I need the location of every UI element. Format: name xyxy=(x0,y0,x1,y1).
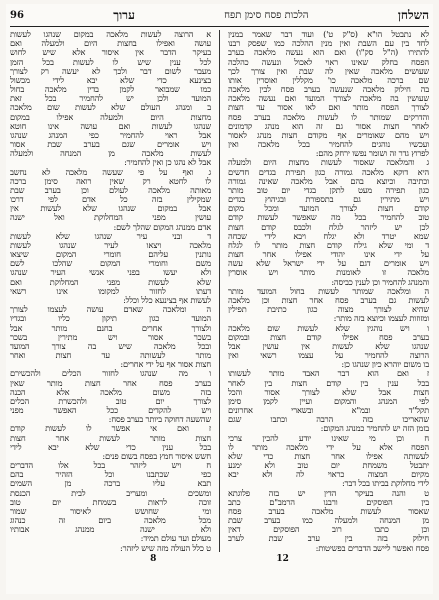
text-line: שלא לעשות מפני המחלוקת ואם xyxy=(10,277,211,286)
text-line: טוב להחמיר בכל מה שאפשר לעשות קודם xyxy=(228,213,429,222)
text-line: שאסור לעשות מלאכה בערב פסח xyxy=(228,506,429,516)
text-line: אבל ראוי להחמיר כפי המנהג שנהגו xyxy=(10,130,211,140)
text-line: ט כלל העולה מזה שיש ליזהר: xyxy=(119,543,211,552)
running-title-left: השלחן xyxy=(397,7,429,22)
text-line: לעשות מלאכה מן המנחה ולמעלה xyxy=(10,149,211,158)
signature-mark-right: 12 xyxy=(276,554,289,564)
page-number: 96 xyxy=(10,9,24,21)
text-line: ה ומלאכה שמותר לעשות בחול המועד מותר xyxy=(228,286,429,295)
text-line: לא נתבטל הו"א (ס"ק ט') ועוד דבר שאמר במנין xyxy=(228,30,429,39)
text-line: המועד ולכן יש להחמיר בכל זאת xyxy=(10,94,211,103)
text-line: לכל ענין שיש לו לעשות בכל הזמן xyxy=(10,57,211,66)
text-line: קודם חצות לצורך המועד ומכל מקום xyxy=(228,204,429,213)
text-line: המועד כגון תיקון כליו ובגדיו xyxy=(10,314,211,323)
text-line: ויש מתירין גם בתספורת ובגיהוץ בגדים xyxy=(228,195,429,204)
text-line: ולא יעשו בפני אנשי העיר שנהגו xyxy=(10,268,211,277)
text-line: ויש אומרים שגם בערב שבת אסור xyxy=(10,140,211,149)
text-line: נותנין עליהם חומרי המקום שיצאו xyxy=(10,250,211,259)
text-line: שהיא לצורך מצוה כגון כתיבת תפילין xyxy=(228,305,429,314)
text-line: מאותה מלאכה לעולם וכן בערב שבת xyxy=(10,185,211,195)
text-line: וכתיבה וכיוצא בהם אבל מלאכה שאינה גמורה xyxy=(228,176,429,185)
text-line: חשש איסור חמץ בפסח בשום פנים: xyxy=(102,451,211,461)
text-line: שעושין בה מלאכה לצורך המועד ואם נעשה מלאכה xyxy=(228,94,429,103)
text-line: לעשות גם בערב פסח אחר חצות וכן מלאכה xyxy=(228,295,429,305)
text-line: ב ומנהג העולם שלא לעשות שום מלאכה xyxy=(10,103,211,112)
text-line: ד ובני עיר שנהגו שלא לעשות xyxy=(10,231,211,240)
text-line: ד ומי שלא גילח קודם חצות מותר לו לגלח xyxy=(228,240,429,250)
text-line: ט והנה בעיקר הדין יש בזה פלוגתא xyxy=(228,488,429,497)
text-line: ויש להקדים ככל האפשר מפני xyxy=(10,406,211,415)
text-column-left xyxy=(10,30,211,552)
text-line: ועכשיו נוהגים להחמיר בכל מלאכה ואין xyxy=(228,140,429,149)
text-line: בשכר אסור ויש מתירין בשכר xyxy=(10,332,211,341)
text-line: שנהגו לעשות ואם עושה אינו חוטא xyxy=(10,121,211,130)
running-head: הלכות פסח סימן תפח xyxy=(224,9,309,21)
text-line: שמא יטרד ולא יגלח ויבא לידי שכחה xyxy=(228,231,429,240)
text-line: בזה משום מלאכה אלא הכנה xyxy=(10,387,211,396)
text-line: והמנהג להחמיר וכן לענין כביסה: xyxy=(331,277,429,286)
text-line: ז ואם הוא דבר האבד מותר לעשותו xyxy=(228,369,429,378)
text-line: מעולם ועד עולם תמיד: xyxy=(140,534,211,543)
signature-mark-left: 8 xyxy=(150,554,157,564)
text-line: תבא עליו ברכה מן השמים xyxy=(10,479,211,488)
text-line: בכל ענין בין קודם חצות בין לאחר xyxy=(228,378,429,387)
text-line: שנהגו שלא לעשות אין עושין אבל xyxy=(228,341,429,351)
text-line: מלאכה ויצאו לעיר שנהגו לעשות xyxy=(10,240,211,250)
text-line: לו לחטא רק שאין רואה סימן ברכה xyxy=(10,176,211,185)
text-line: הרוצה להחמיר על עצמו רשאי ואין xyxy=(228,351,429,360)
text-line: לפרוץ גדר זה ושומר נפשו ירחק מהם: xyxy=(315,149,429,158)
text-line: שעושים מלאכה שאין לה שבת ואין צורך לכך xyxy=(228,66,429,75)
text-line: על ידי אינו יהודי אפילו אחר חצות xyxy=(228,250,429,259)
text-line: בערב פסח אחר חצות מותר שאין xyxy=(10,378,211,387)
header-rule xyxy=(10,26,429,27)
text-line: תקל"ד ובמ"א ובשארי אחרונים xyxy=(228,406,429,415)
text-line: משם וחומרי המקום שהלכו לשם xyxy=(10,259,211,268)
text-line: ח וכן מי שאינו יודע להכין צרכי xyxy=(228,433,429,442)
text-line: בזמן הזה יש להחמיר כמנהג המקום: xyxy=(320,424,429,433)
text-line: מלאכה זו לאומנות מותר ויש אוסרין xyxy=(228,268,429,277)
text-line: מחצות היום ולמעלה אפילו במקום xyxy=(10,112,211,121)
page-footer xyxy=(6,554,433,566)
text-line: בעיקר הדבר אין איסור אלא שיש לחוש xyxy=(10,48,211,57)
text-line: חצות אסור אף על ידי אחרים: xyxy=(120,360,211,369)
text-line: ומשכים ומעריב לבית הכנסת xyxy=(10,488,211,497)
text-line: ויש אומרים דגם על ידי ישראל שלא עשה xyxy=(228,259,429,268)
text-line: חילוק בזה בין ערב שבת לערב xyxy=(228,534,429,543)
text-line: הפסח אלא על ידי מלאכה מותר לו xyxy=(228,442,429,451)
text-line: להתירו (ה"ל סק"ו) ואם הוא נעשה מלאכה בערב xyxy=(228,48,429,57)
text-line: כגון תפירה מעט לתקן בגדי יום טוב מותר xyxy=(228,185,429,195)
text-line: שהשעה דחוקה ביותר בערב פסח: xyxy=(108,415,211,424)
text-line: לעשותה אפילו אחר חצות כדי שלא xyxy=(228,451,429,461)
document-page xyxy=(6,4,433,594)
text-column-right xyxy=(228,30,429,552)
text-line: ג ואף על פי שעשה מלאכה לא נחשב xyxy=(10,167,211,176)
text-line: ומזוזות לעצמו וכיוצא בזה מותר: xyxy=(333,314,429,323)
text-line: ז ואם אי אפשר לו לעשות קודם xyxy=(10,424,211,433)
text-line: לידי מחלוקת בביתו בכל דבר: xyxy=(341,479,429,488)
text-line: פסח ואפשר ליישב הדברים בפשיטות: xyxy=(315,543,429,552)
text-line: שם ברכה מלאכה כו' מקללין ואוסרין אותו xyxy=(228,75,429,85)
running-title-right: ערוך xyxy=(113,7,135,22)
text-line: כפי שכתבנו וכל הזהיר בהם xyxy=(10,470,211,479)
text-line: ומי שחושש לאיסור שמור xyxy=(10,506,211,516)
text-line: שהאריכו בזה הרבה וכתבו שגם xyxy=(228,415,429,424)
text-line: וכן כתבו רוב הפוסקים דאין xyxy=(228,525,429,534)
text-line: היא דוקא מלאכה גמורה כגון תפירת בגדים חדשים xyxy=(228,167,429,176)
text-line: בה חילוק מלאכה שנעשה בערב פסח לבין מלאכה xyxy=(228,85,429,94)
text-line: אבל במקום שנהגו שלא לעשות אין xyxy=(10,204,211,213)
text-line: בו משום יוהרא כיון שנהגו כן: xyxy=(341,360,429,369)
text-line: בצינעא כדי שלא יבא לידי מכשול xyxy=(10,75,211,85)
text-line: ויש מהם שאומרים אף מקודם חצות מנהג לאסור xyxy=(228,130,429,140)
text-line: עושה ואפילו בחצות היום ולמעלה ואם xyxy=(10,39,211,48)
text-line: בכל ענין כדי שלא יבא לידי xyxy=(10,442,211,451)
text-line: בין הפוסקים ורבנו הרמב"ם כתב xyxy=(228,497,429,506)
text-line: ובכל מלאכה שיש בה צורך המועד xyxy=(10,341,211,351)
text-line: לעשות אף בצינעא כלל וכלל: xyxy=(123,295,211,305)
text-line: מעבר לשום דבר ולכך לא יעשה רק לצורך xyxy=(10,66,211,75)
text-line: חצות מותר לעשות אחר חצות xyxy=(10,433,211,442)
column-divider xyxy=(219,30,220,552)
text-line: מכל מלאכה ביום זה כנהוג xyxy=(10,516,211,525)
text-columns xyxy=(10,30,429,552)
text-line: והדרקים שמותר לו לעשות מלאכה בערב פסח xyxy=(228,112,429,121)
text-line: אדם ממנהג המקום שהלך לשם: xyxy=(113,222,211,231)
text-line: ולצורך אחרים בחנם מותר אבל xyxy=(10,323,211,332)
text-line: ו ויש נוהגין שלא לעשות שום מלאכה xyxy=(228,323,429,332)
text-line: ח ויש ליזהר בכל אלו הדברים xyxy=(10,461,211,470)
text-line: חצות אבל שלא לצורך אסור והכל xyxy=(228,387,429,396)
text-line: ו מה שנהגו לחזור הכלים ולהכשירם xyxy=(10,369,211,378)
page-header xyxy=(6,4,433,26)
text-line: זוכה לראות בשמחת יום טוב xyxy=(10,497,211,506)
text-line: בערב פסח אפילו קודם חצות ובמקום xyxy=(228,332,429,341)
text-line: כמו שמבואר לקמן בדין מלאכה בחול xyxy=(10,85,211,94)
text-line: לפי המנהג והמקום ועיין לקמן סימן xyxy=(228,396,429,406)
text-line: מן המנחה ולמעלה כמו בערב שבת xyxy=(228,516,429,525)
text-line: מקיום המצוה כראוי לה ולא יבא xyxy=(228,470,429,479)
text-line: לאחר חצות אסור גם זה הוא מנהג קדמונים xyxy=(228,121,429,130)
text-line: לחד בין עם השבת ואין מנין ההלכה כמו שפסק רבנו xyxy=(228,39,429,48)
text-line: עושין מפני המחלוקת ואל ישנה xyxy=(10,213,211,222)
text-line: מותר לעשותה עד חצות ואחר xyxy=(10,351,211,360)
text-line: ג והמלאכה שאסור לעשות מחצות היום ולמעלה xyxy=(228,158,429,167)
text-line: יתבטל משמחת יום טוב ולא ימנע xyxy=(228,461,429,470)
text-line: שמקילין בזה כל אדם לפי דרכו xyxy=(10,195,211,204)
text-line: א הרוצה לעשות מלאכה במקום שנהגו לעשות xyxy=(10,30,211,39)
text-line: הפסח בחלק שאינו ראוי לאכול ונעשה כהלכה xyxy=(228,57,429,66)
text-line: לכן יש ליזהר לגלח ולכבס קודם חצות xyxy=(228,222,429,231)
text-line: לצורך הפסח מותר ואם לאו אסור עד חצות xyxy=(228,103,429,112)
text-line: לצורך יום טוב ולהכשרת הכלים xyxy=(10,396,211,406)
text-line: דעתו לחזור למקומו אינו רשאי xyxy=(10,286,211,295)
text-line: ה ומלאכה שאדם עושה לעצמו לצורך xyxy=(10,305,211,314)
text-line: אבל לא נהגו כן ואין להחמיר: xyxy=(124,158,211,167)
text-line: ולא ישנה ממנהג אבותיו xyxy=(10,525,211,534)
